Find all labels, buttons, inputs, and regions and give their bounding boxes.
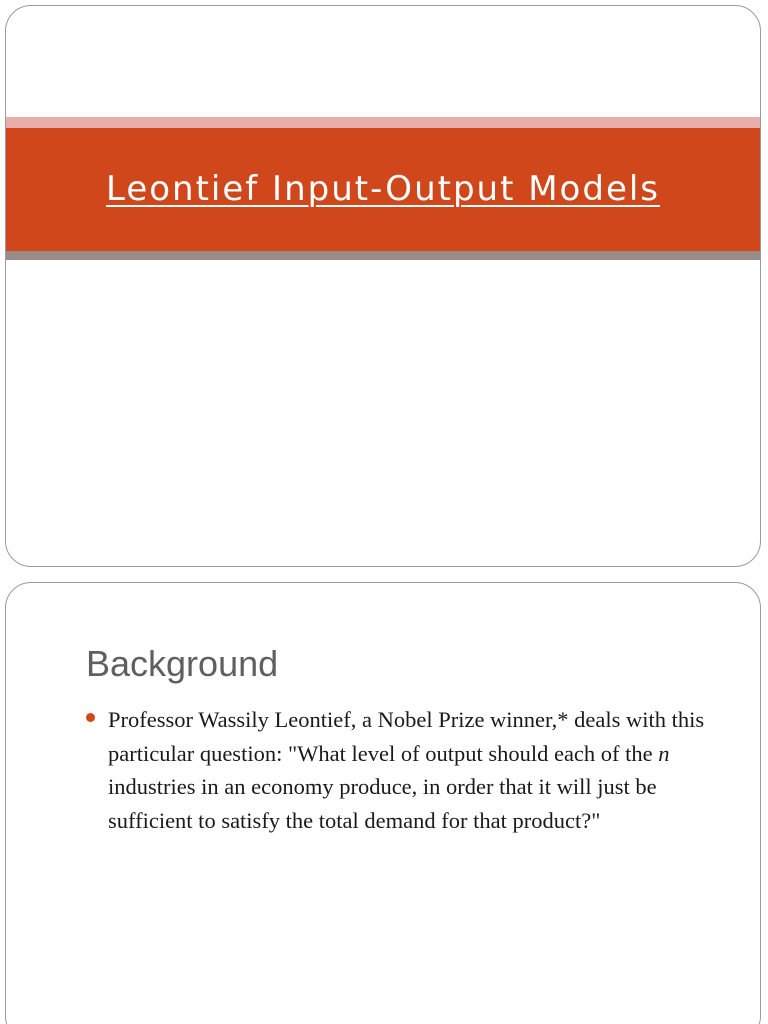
- slide-title: Leontief Input-Output Models: [105, 169, 661, 209]
- content-slide: [5, 582, 761, 1024]
- bullet-text-italic: n: [658, 740, 670, 766]
- bullet-text-part1: Professor Wassily Leontief, a Nobel Prize winner,* deals with this particular question: "What level of output should each of the: [108, 707, 705, 766]
- bullet-icon: [86, 713, 95, 722]
- title-band-top-stripe: [6, 117, 760, 128]
- slide-heading: Background: [86, 643, 279, 684]
- bullet-text: [108, 707, 704, 833]
- title-slide: [5, 5, 761, 567]
- bullet-text-part2: industries in an economy produce, in order that it will just be sufficient to satisfy the total demand for that product?": [108, 774, 657, 833]
- bullet-list: [84, 703, 724, 837]
- list-item: [84, 703, 724, 837]
- title-band-bottom-stripe: [6, 251, 760, 260]
